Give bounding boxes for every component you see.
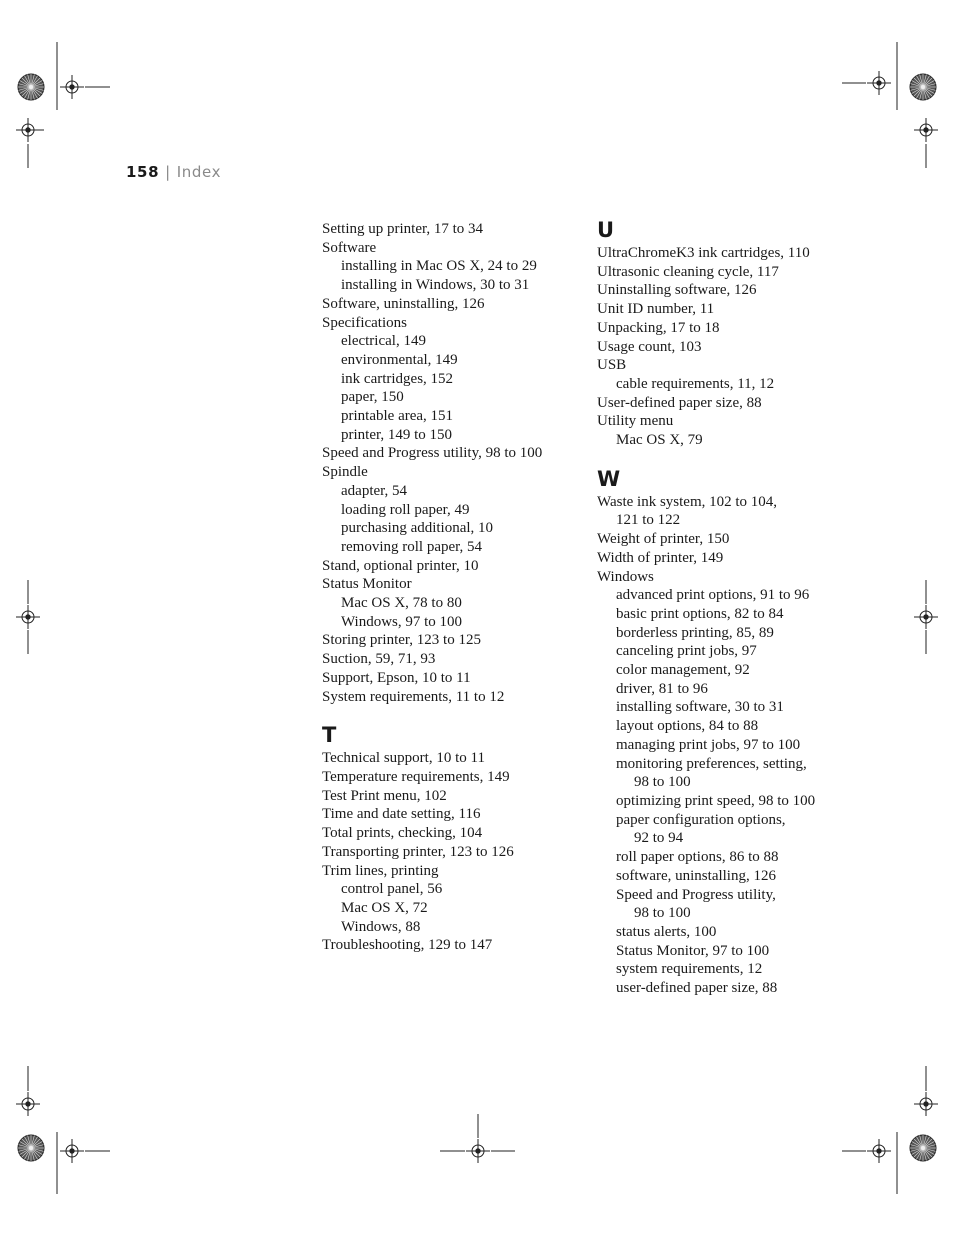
index-letter-heading: U bbox=[597, 218, 615, 242]
index-entry: Ultrasonic cleaning cycle, 117 bbox=[597, 263, 779, 280]
index-subentry-continuation: 98 to 100 bbox=[634, 905, 691, 922]
index-entry: Speed and Progress utility, 98 to 100 bbox=[322, 445, 543, 462]
index-subentry: basic print options, 82 to 84 bbox=[616, 605, 784, 622]
index-entry: USB bbox=[597, 357, 627, 374]
index-subentry: advanced print options, 91 to 96 bbox=[616, 587, 810, 604]
index-entry: UltraChromeK3 ink cartridges, 110 bbox=[597, 245, 810, 261]
index-entry: Storing printer, 123 to 125 bbox=[322, 632, 481, 649]
index-subentry: paper, 150 bbox=[341, 389, 404, 406]
index-subentry: cable requirements, 11, 12 bbox=[616, 375, 775, 392]
index-entry: Support, Epson, 10 to 11 bbox=[322, 669, 471, 686]
index-entry: Technical support, 10 to 11 bbox=[322, 750, 485, 767]
index-subentry: environmental, 149 bbox=[341, 351, 458, 368]
index-subentry: purchasing additional, 10 bbox=[341, 520, 494, 537]
index-subentry: layout options, 84 to 88 bbox=[616, 718, 759, 735]
index-subentry: ink cartridges, 152 bbox=[341, 370, 454, 387]
index-subentry: roll paper options, 86 to 88 bbox=[616, 849, 779, 866]
index-entry: Windows bbox=[597, 568, 654, 585]
index-subentry: printable area, 151 bbox=[341, 408, 454, 425]
index-letter-heading: W bbox=[597, 466, 621, 491]
section-title: Index bbox=[176, 163, 222, 181]
index-entry: Temperature requirements, 149 bbox=[322, 768, 510, 785]
section-gap bbox=[322, 706, 562, 723]
index-subentry: Status Monitor, 97 to 100 bbox=[616, 942, 770, 959]
index-subentry: software, uninstalling, 126 bbox=[616, 867, 776, 884]
index-subentry: control panel, 56 bbox=[341, 881, 443, 898]
index-entry: User-defined paper size, 88 bbox=[597, 394, 762, 411]
index-entry-continuation: 121 to 122 bbox=[616, 512, 681, 529]
index-entry: Trim lines, printing bbox=[322, 862, 439, 879]
index-subentry: driver, 81 to 96 bbox=[616, 680, 708, 697]
index-subentry: electrical, 149 bbox=[341, 333, 426, 350]
index-entry: Test Print menu, 102 bbox=[322, 787, 447, 804]
index-subentry: optimizing print speed, 98 to 100 bbox=[616, 792, 816, 809]
index-entry: Waste ink system, 102 to 104, bbox=[597, 493, 778, 510]
index-entry: Suction, 59, 71, 93 bbox=[322, 651, 436, 668]
index-subentry: adapter, 54 bbox=[341, 482, 408, 499]
index-subentry: installing in Windows, 30 to 31 bbox=[341, 277, 530, 294]
index-entry: Troubleshooting, 129 to 147 bbox=[322, 937, 493, 954]
index-subentry: user-defined paper size, 88 bbox=[616, 980, 778, 997]
index-entry: Uninstalling software, 126 bbox=[597, 282, 757, 299]
index-entry: Unpacking, 17 to 18 bbox=[597, 319, 720, 336]
index-entry: Total prints, checking, 104 bbox=[322, 825, 483, 842]
index-entry: Setting up printer, 17 to 34 bbox=[322, 221, 484, 237]
index-subentry: managing print jobs, 97 to 100 bbox=[616, 736, 801, 753]
index-entry: Utility menu bbox=[597, 413, 674, 430]
index-subentry: Mac OS X, 79 bbox=[616, 432, 703, 449]
index-subentry: printer, 149 to 150 bbox=[341, 426, 453, 443]
index-entry: Software, uninstalling, 126 bbox=[322, 295, 485, 312]
index-subentry: removing roll paper, 54 bbox=[341, 538, 483, 555]
index-subentry: borderless printing, 85, 89 bbox=[616, 624, 774, 641]
running-header bbox=[126, 163, 221, 181]
index-subentry: Windows, 88 bbox=[341, 918, 421, 935]
index-entry: Stand, optional printer, 10 bbox=[322, 557, 479, 574]
index-subentry: Mac OS X, 72 bbox=[341, 899, 428, 916]
index-subentry: paper configuration options, bbox=[616, 811, 786, 828]
index-subentry: status alerts, 100 bbox=[616, 923, 717, 940]
index-subentry: Mac OS X, 78 to 80 bbox=[341, 595, 462, 612]
index-subentry-continuation: 98 to 100 bbox=[634, 774, 691, 791]
page-number: 158 bbox=[126, 163, 160, 181]
index-entry: Status Monitor bbox=[322, 576, 412, 593]
index-entry: Unit ID number, 11 bbox=[597, 301, 715, 318]
index-letter-heading: T bbox=[322, 723, 337, 748]
index-entry: Specifications bbox=[322, 314, 407, 331]
index-subentry: system requirements, 12 bbox=[616, 961, 763, 978]
index-subentry: Windows, 97 to 100 bbox=[341, 613, 463, 630]
index-subentry: color management, 92 bbox=[616, 662, 750, 679]
index-entry: Transporting printer, 123 to 126 bbox=[322, 843, 514, 860]
index-column-right bbox=[597, 218, 837, 998]
header-separator: | bbox=[165, 163, 171, 181]
index-subentry-continuation: 92 to 94 bbox=[634, 830, 684, 847]
index-subentry: Speed and Progress utility, bbox=[616, 886, 776, 903]
index-entry: Spindle bbox=[322, 464, 368, 481]
index-entry: Width of printer, 149 bbox=[597, 549, 724, 566]
index-entry: System requirements, 11 to 12 bbox=[322, 688, 505, 705]
index-entry: Usage count, 103 bbox=[597, 338, 702, 355]
index-entry: Software bbox=[322, 239, 377, 256]
index-subentry: monitoring preferences, setting, bbox=[616, 755, 807, 772]
index-subentry: loading roll paper, 49 bbox=[341, 501, 470, 518]
section-gap bbox=[597, 450, 837, 467]
index-subentry: canceling print jobs, 97 bbox=[616, 643, 757, 660]
index-entry: Time and date setting, 116 bbox=[322, 806, 481, 823]
index-column-left bbox=[322, 220, 562, 955]
index-entry: Weight of printer, 150 bbox=[597, 531, 730, 548]
index-subentry: installing software, 30 to 31 bbox=[616, 699, 784, 716]
index-subentry: installing in Mac OS X, 24 to 29 bbox=[341, 258, 537, 275]
